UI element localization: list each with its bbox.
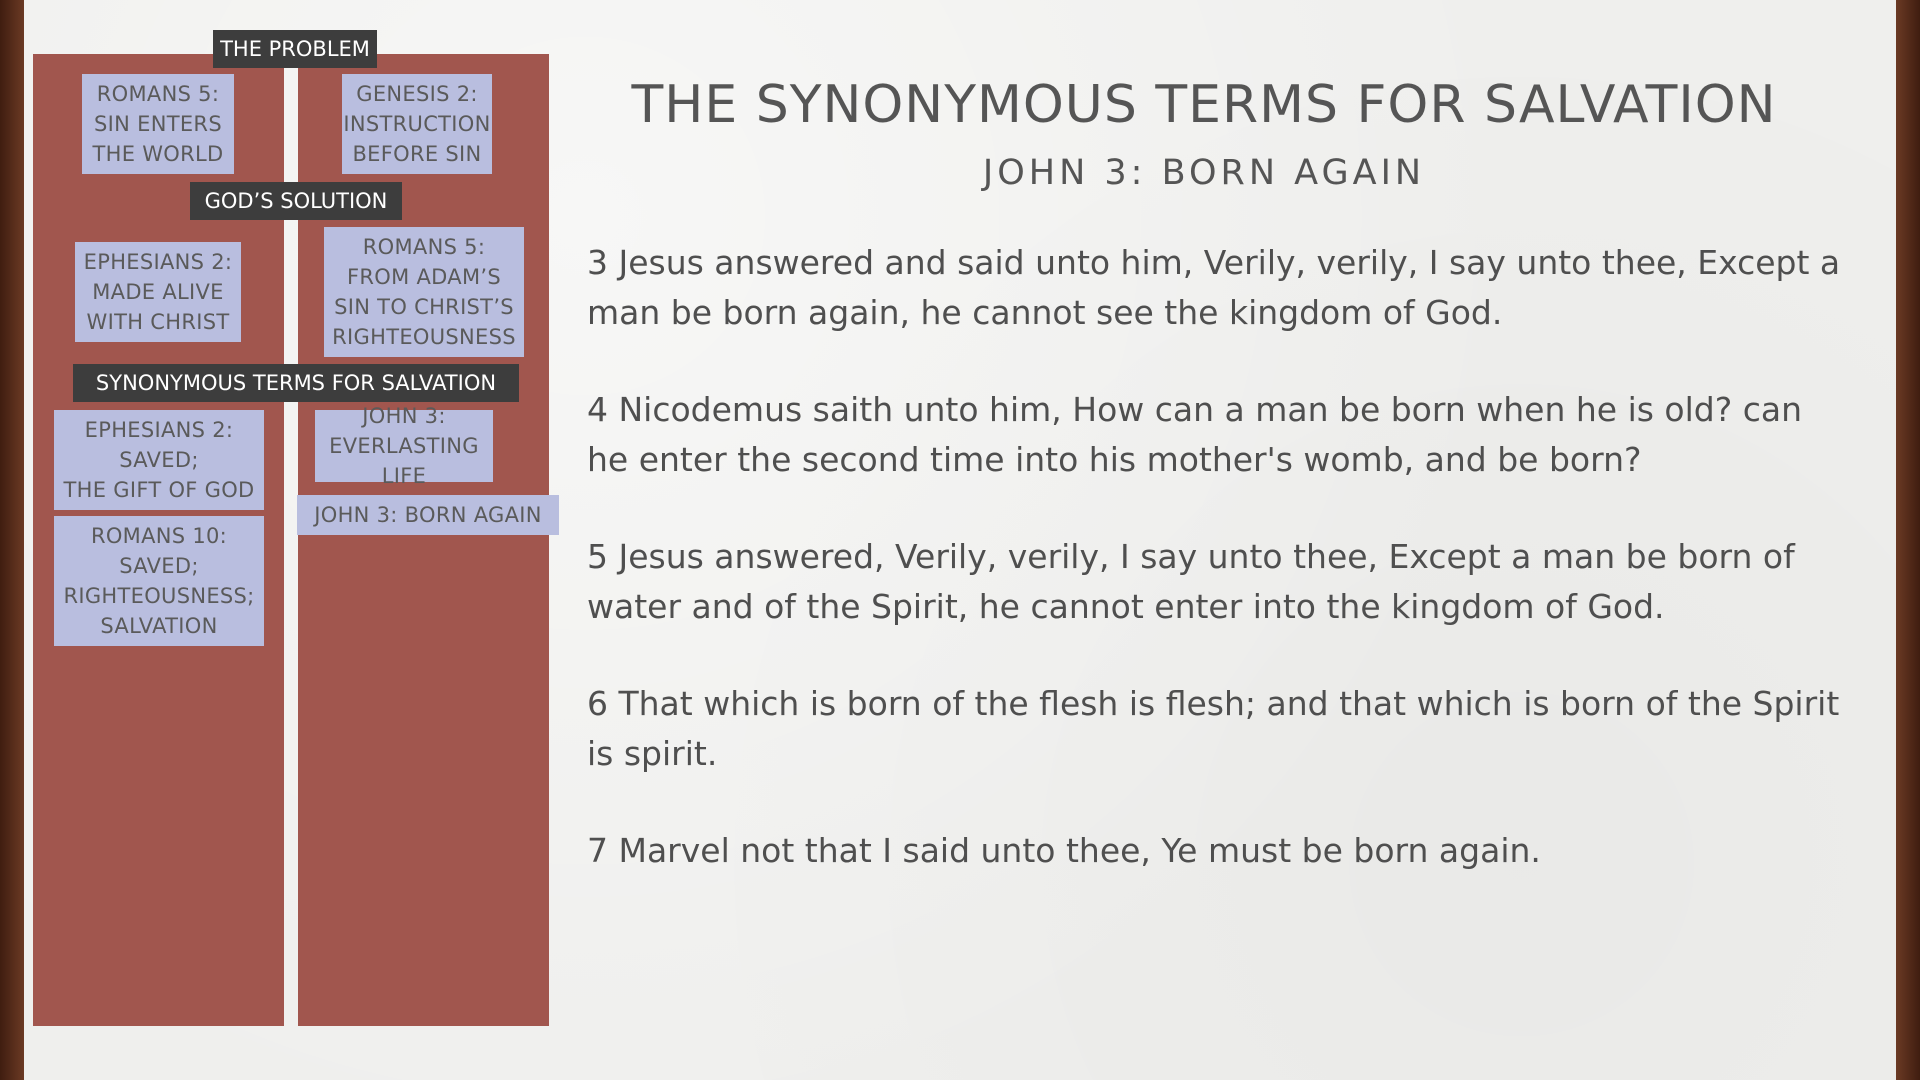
verse-list bbox=[587, 238, 1847, 923]
slide-frame-right bbox=[1896, 0, 1920, 1080]
outline-box-ephesians2-alive: EPHESIANS 2: MADE ALIVE WITH CHRIST bbox=[75, 242, 241, 342]
verse-4: 4 Nicodemus saith unto him, How can a man be born when he is old? can he enter the second time into his mother's womb, and be born? bbox=[587, 390, 1803, 479]
outline-box-romans5-sin: ROMANS 5: SIN ENTERS THE WORLD bbox=[82, 74, 234, 174]
outline-label-solution: GOD’S SOLUTION bbox=[190, 182, 402, 220]
outline-box-genesis2: GENESIS 2: INSTRUCTION BEFORE SIN bbox=[342, 74, 492, 174]
verse-6: 6 That which is born of the flesh is flesh; and that which is born of the Spirit is spirit. bbox=[587, 684, 1840, 773]
outline-label-terms: SYNONYMOUS TERMS FOR SALVATION bbox=[73, 364, 519, 402]
slide bbox=[24, 0, 1896, 1080]
verse-5: 5 Jesus answered, Verily, verily, I say unto thee, Except a man be born of water and of the Spirit, he cannot enter into the kingdom of God. bbox=[587, 537, 1795, 626]
outline-label-problem: THE PROBLEM bbox=[213, 30, 377, 68]
verse-3: 3 Jesus answered and said unto him, Verily, verily, I say unto thee, Except a man be born again, he cannot see the kingdom of God. bbox=[587, 243, 1841, 332]
slide-subtitle: JOHN 3: BORN AGAIN bbox=[982, 153, 1426, 193]
slide-frame-left bbox=[0, 0, 24, 1080]
outline-box-ephesians2-saved: EPHESIANS 2: SAVED; THE GIFT OF GOD bbox=[54, 410, 264, 510]
outline-box-romans5-adam: ROMANS 5: FROM ADAM’S SIN TO CHRIST’S RIGHTEOUSNESS bbox=[324, 227, 524, 357]
verse-7: 7 Marvel not that I said unto thee, Ye must be born again. bbox=[587, 831, 1541, 870]
slide-title: THE SYNONYMOUS TERMS FOR SALVATION bbox=[631, 75, 1777, 135]
outline-box-john3-everlasting: JOHN 3: EVERLASTING LIFE bbox=[315, 410, 493, 482]
outline-box-romans10: ROMANS 10: SAVED; RIGHTEOUSNESS; SALVATION bbox=[54, 516, 264, 646]
outline-box-john3-born-again: JOHN 3: BORN AGAIN bbox=[297, 495, 559, 535]
